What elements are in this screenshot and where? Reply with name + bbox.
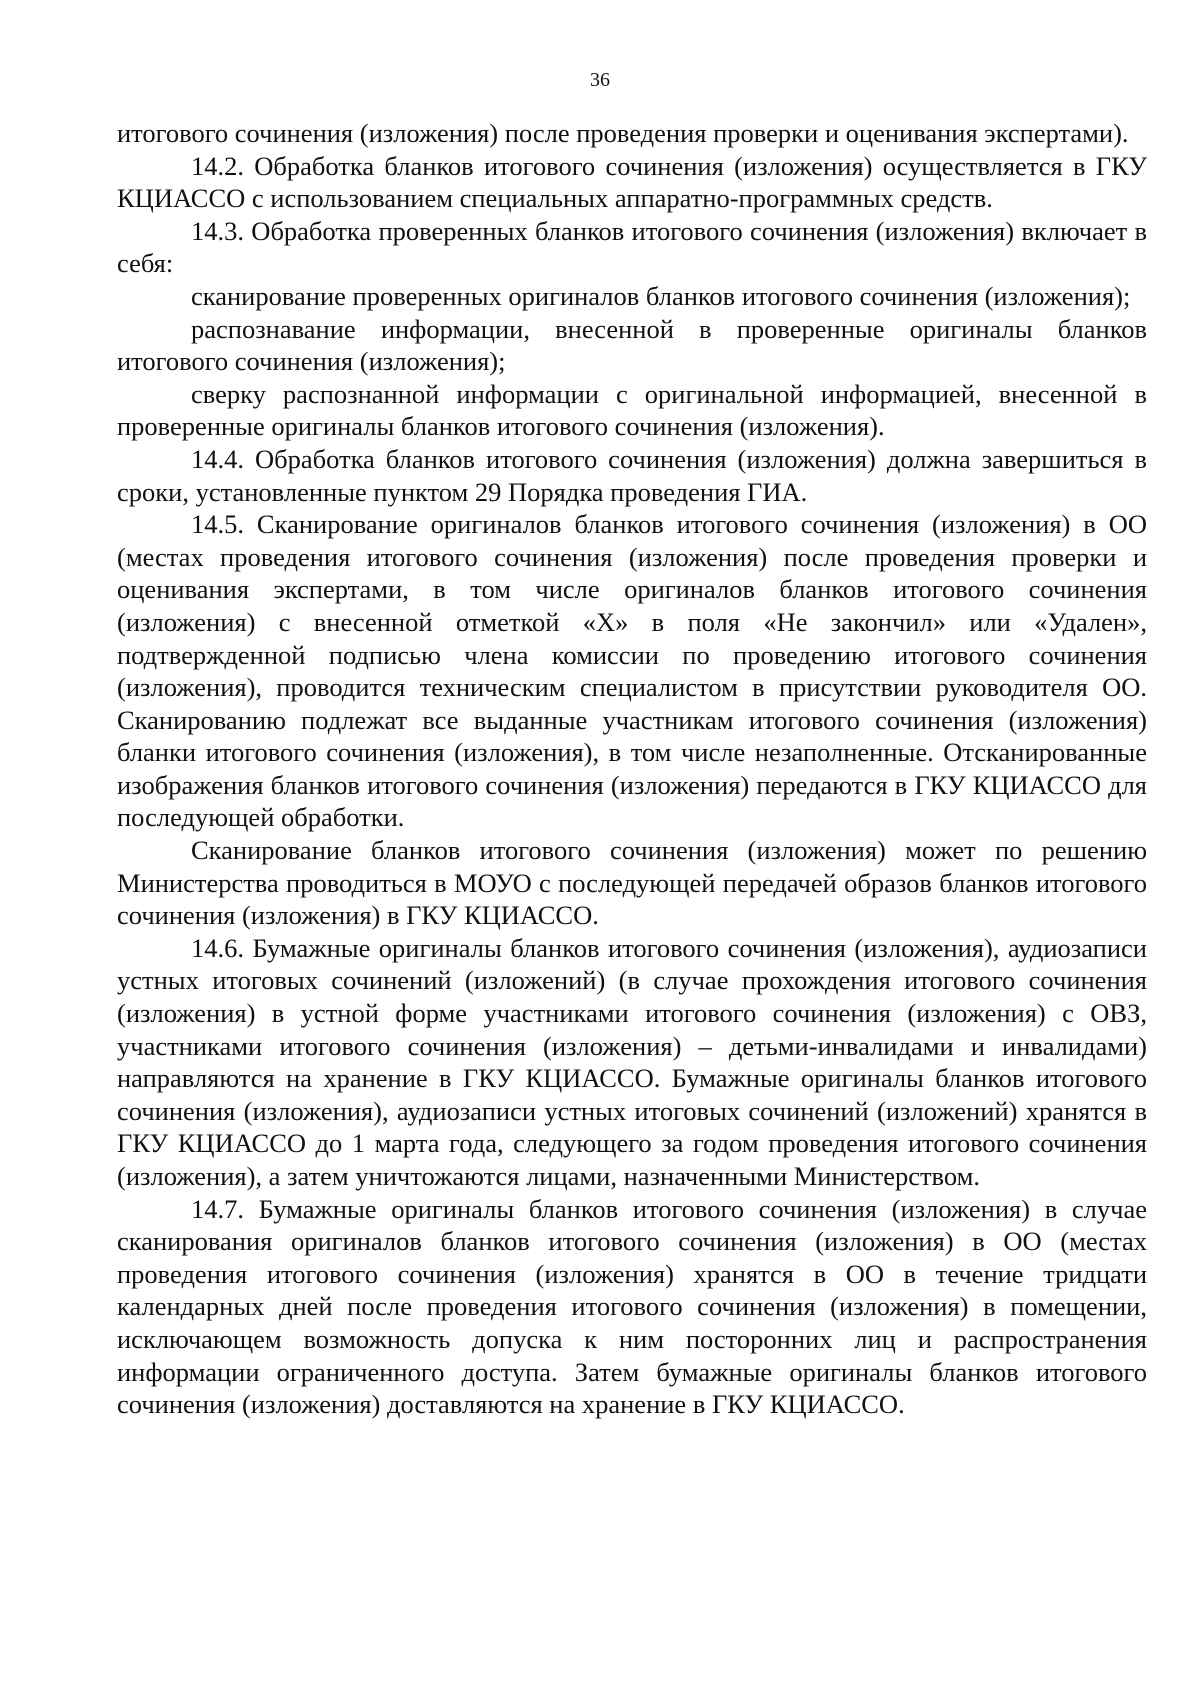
paragraph-14-4: 14.4. Обработка бланков итогового сочинения (изложения) должна завершиться в сроки, установленные пунктом 29 Порядка проведения ГИА. xyxy=(117,443,1147,507)
paragraph-14-5: 14.5. Сканирование оригиналов бланков итогового сочинения (изложения) в ОО (местах проведения итогового сочинения (изложения) после проведения проверки и оценивания экспертами, в том числе оригиналов бланков итогового сочинения (изложения) с внесенной отметкой «X» в поля «Не закончил» или «Удален», подтвержденной подписью члена комиссии по проведению итогового сочинения (изложения), проводится техническим специалистом в присутствии руководителя ОО. Сканированию подлежат все выданные участникам итогового сочинения (изложения) бланки итогового сочинения (изложения), в том числе незаполненные. Отсканированные изображения бланков итогового сочинения (изложения) передаются в ГКУ КЦИАССО для последующей обработки. xyxy=(117,509,1147,833)
paragraph-14-6: 14.6. Бумажные оригиналы бланков итогового сочинения (изложения), аудиозаписи устных итоговых сочинений (изложений) (в случае прохождения итогового сочинения (изложения) в устной форме участниками итогового сочинения (изложения) с ОВЗ, участниками итогового сочинения (изложения) – детьми-инвалидами и инвалидами) направляются на хранение в ГКУ КЦИАССО. Бумажные оригиналы бланков итогового сочинения (изложения), аудиозаписи устных итоговых сочинений (изложений) хранятся в ГКУ КЦИАССО до 1 марта года, следующего за годом проведения итогового сочинения (изложения), а затем уничтожаются лицами, назначенными Министерством. xyxy=(117,932,1147,1191)
paragraph-14-2: 14.2. Обработка бланков итогового сочинения (изложения) осуществляется в ГКУ КЦИАССО с использованием специальных аппаратно-программных средств. xyxy=(117,150,1147,214)
paragraph-14-7: 14.7. Бумажные оригиналы бланков итогового сочинения (изложения) в случае сканирования оригиналов бланков итогового сочинения (изложения) в ОО (местах проведения итогового сочинения (изложения) хранятся в ОО в течение тридцати календарных дней после проведения итогового сочинения (изложения) в помещении, исключающем возможность допуска к ним посторонних лиц и распространения информации ограниченного доступа. Затем бумажные оригиналы бланков итогового сочинения (изложения) доставляются на хранение в ГКУ КЦИАССО. xyxy=(117,1193,1147,1420)
document-body xyxy=(117,117,1147,1421)
list-item-scanning: сканирование проверенных оригиналов бланков итогового сочинения (изложения); xyxy=(191,280,1131,311)
list-item-recognition: распознавание информации, внесенной в проверенные оригиналы бланков итогового сочинения (изложения); xyxy=(117,313,1147,377)
paragraph-continuation: итогового сочинения (изложения) после проведения проверки и оценивания экспертами). xyxy=(117,118,1129,148)
paragraph-scanning-mouo: Сканирование бланков итогового сочинения (изложения) может по решению Министерства проводиться в МОУО с последующей передачей образов бланков итогового сочинения (изложения) в ГКУ КЦИАССО. xyxy=(117,835,1147,931)
page-number: 36 xyxy=(590,69,610,91)
paragraph-14-3: 14.3. Обработка проверенных бланков итогового сочинения (изложения) включает в себя: xyxy=(117,215,1147,279)
list-item-verification: сверку распознанной информации с оригинальной информацией, внесенной в проверенные оригиналы бланков итогового сочинения (изложения). xyxy=(117,378,1147,442)
